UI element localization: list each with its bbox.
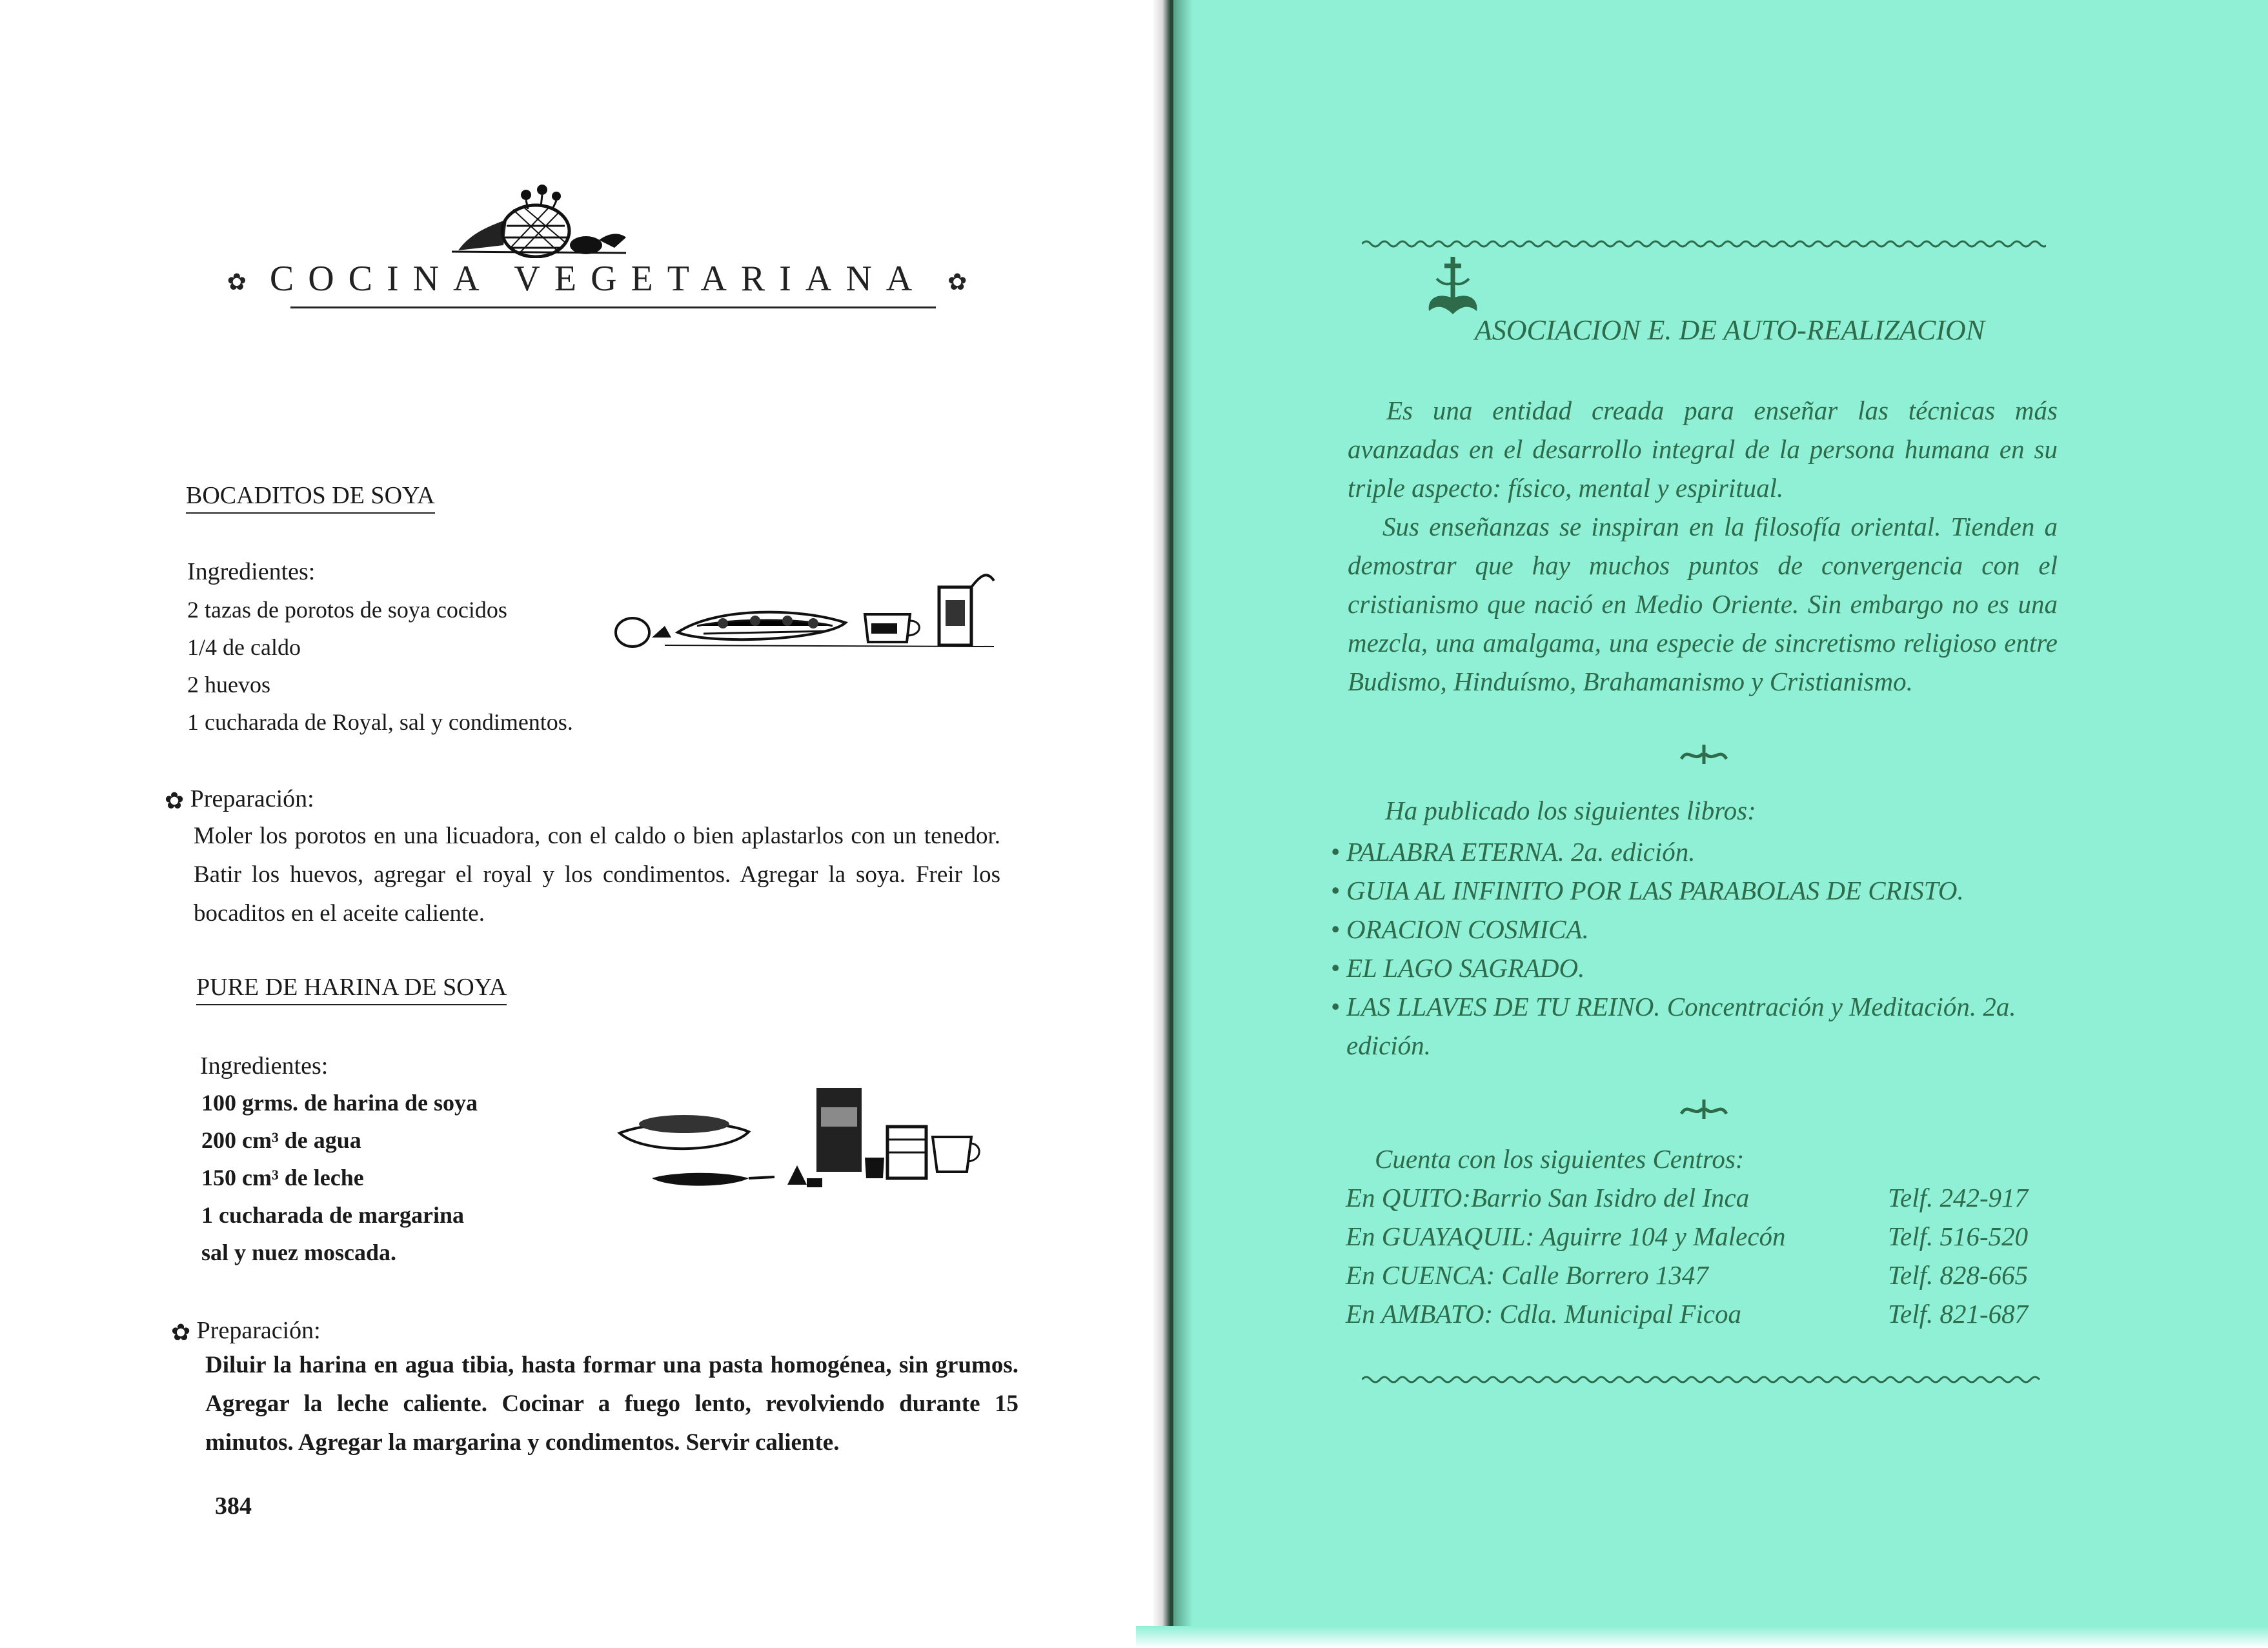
center-phone: Telf. 828-665 bbox=[1888, 1260, 2029, 1290]
ingredient-item: 1/4 de caldo bbox=[187, 634, 301, 660]
ingredient-list bbox=[201, 1084, 478, 1271]
ingredient-item: 1 cucharada de margarina bbox=[201, 1202, 464, 1228]
cookbook-header bbox=[226, 181, 968, 303]
header-rule bbox=[290, 306, 936, 308]
ingredient-item: 2 huevos bbox=[187, 672, 270, 698]
recipe-title: BOCADITOS DE SOYA bbox=[186, 481, 435, 514]
flower-icon: ✿ bbox=[947, 269, 967, 296]
flower-icon: ✿ bbox=[171, 1320, 191, 1346]
ornament-flourish-icon bbox=[1678, 1096, 1730, 1121]
header-title: COCINA VEGETARIANA bbox=[269, 259, 925, 299]
preparation-label: Preparación: bbox=[190, 785, 314, 812]
ornament-border-top bbox=[1362, 237, 2046, 250]
association-teachings: Sus enseñanzas se inspiran en la filosofía oriental. Tienden a demostrar que hay muchos puntos de convergencia con el cristianismo que nació en Medio Oriente. Sin embargo no es una mezcla, una amalgama, una especie de sincretismo religioso entre Budismo, Hinduísmo, Brahamanismo y Cristianismo. bbox=[1348, 512, 2058, 696]
page-bottom-edge bbox=[1136, 1626, 2268, 1648]
ingredient-item: 150 cm³ de leche bbox=[201, 1165, 364, 1191]
ingredient-list bbox=[187, 591, 573, 741]
center-row bbox=[1346, 1298, 2062, 1337]
ornament-border-bottom bbox=[1362, 1373, 2046, 1386]
books-intro: Ha publicado los siguientes libros: bbox=[1385, 796, 1756, 825]
recipe-title: PURE DE HARINA DE SOYA bbox=[196, 973, 507, 1005]
book-item: • ORACION COSMICA. bbox=[1337, 910, 2060, 949]
ingredient-item: 100 grms. de harina de soya bbox=[201, 1090, 478, 1116]
ingredient-item: 200 cm³ de agua bbox=[201, 1127, 361, 1153]
center-row bbox=[1346, 1182, 2062, 1221]
association-title: ASOCIACION E. DE AUTO-REALIZACION bbox=[1474, 314, 1985, 346]
ingredient-item: 1 cucharada de Royal, sal y condimentos. bbox=[187, 709, 573, 735]
ingredient-item: 2 tazas de porotos de soya cocidos bbox=[187, 597, 507, 623]
book-item: • LAS LLAVES DE TU REINO. Concentración y Meditación. 2a. edición. bbox=[1337, 987, 2060, 1065]
center-phone: Telf. 242-917 bbox=[1888, 1183, 2029, 1212]
flower-icon: ✿ bbox=[165, 788, 185, 814]
center-phone: Telf. 516-520 bbox=[1888, 1221, 2029, 1251]
center-address: En CUENCA: Calle Borrero 1347 bbox=[1346, 1260, 1708, 1290]
center-row bbox=[1346, 1221, 2062, 1260]
association-description: Es una entidad creada para enseñar las técnicas más avanzadas en el desarrollo integral de la persona humana en su triple aspecto: físico, mental y espiritual. bbox=[1348, 396, 2058, 503]
center-phone: Telf. 821-687 bbox=[1888, 1299, 2029, 1329]
preparation-heading bbox=[171, 1316, 321, 1346]
ingredient-item: sal y nuez moscada. bbox=[201, 1240, 397, 1265]
flower-icon: ✿ bbox=[227, 269, 247, 296]
center-address: En GUAYAQUIL: Aguirre 104 y Malecón bbox=[1346, 1221, 1786, 1251]
book-item: • EL LAGO SAGRADO. bbox=[1337, 949, 2060, 987]
preparation-text: Moler los porotos en una licuadora, con el caldo o bien aplastarlos con un tenedor. Batir los huevos, agregar el royal y los condimentos. Agregar la soya. Freir los bocaditos en el aceite caliente. bbox=[194, 823, 1000, 927]
page-number: 384 bbox=[215, 1492, 252, 1520]
ornament-flourish-icon bbox=[1678, 741, 1730, 767]
book-item: • PALABRA ETERNA. 2a. edición. bbox=[1337, 832, 2060, 871]
food-illustration bbox=[613, 1081, 1039, 1211]
preparation-heading bbox=[165, 785, 314, 814]
cross-emblem-icon bbox=[1417, 253, 1488, 317]
vegetable-basket-icon bbox=[445, 181, 633, 258]
center-address: En QUITO:Barrio San Isidro del Inca bbox=[1346, 1183, 1750, 1212]
centers-intro: Cuenta con los siguientes Centros: bbox=[1375, 1144, 1745, 1174]
book-list bbox=[1337, 832, 2060, 1065]
center-row bbox=[1346, 1260, 2062, 1298]
preparation-text: Diluir la harina en agua tibia, hasta formar una pasta homogénea, sin grumos. Agregar la leche caliente. Cocinar a fuego lento, revolviendo durante 15 minutos. Agregar la margarina y condimentos. Servir caliente. bbox=[205, 1352, 1018, 1456]
preparation-label: Preparación: bbox=[196, 1317, 321, 1344]
ingredients-label: Ingredientes: bbox=[187, 558, 316, 585]
page-shadow bbox=[1173, 0, 1193, 1648]
header-title-row bbox=[226, 258, 968, 299]
food-illustration bbox=[607, 561, 1007, 658]
center-address: En AMBATO: Cdla. Municipal Ficoa bbox=[1346, 1299, 1742, 1329]
ingredients-label: Ingredientes: bbox=[200, 1052, 329, 1080]
book-item: • GUIA AL INFINITO POR LAS PARABOLAS DE CRISTO. bbox=[1337, 871, 2060, 910]
